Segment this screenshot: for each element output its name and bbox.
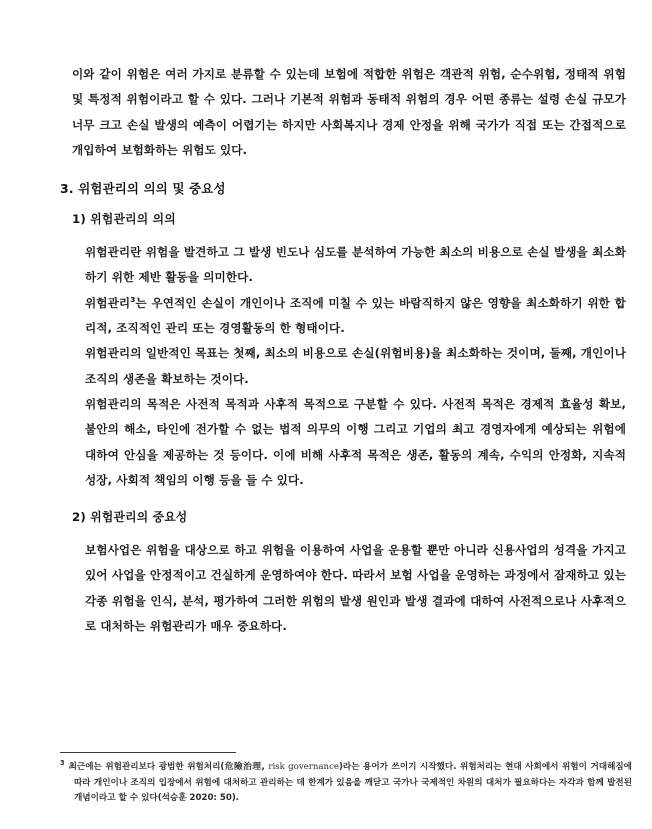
sub1-paragraph-1: 위험관리란 위험을 발견하고 그 발생 빈도나 심도를 분석하여 가능한 최소의 비용으로 손실 발생을 최소화하기 위한 제반 활동을 의미한다. xyxy=(85,245,626,285)
footnote-hanja-term: 危險治理 xyxy=(224,762,262,772)
footnote-text-part1: 최근에는 위험관리보다 광범한 위험처리( xyxy=(68,762,225,772)
subsection-heading-1: 1) 위험관리의 의의 xyxy=(72,212,176,227)
footnote-separator: , xyxy=(261,762,269,772)
sub1-paragraph-2-rest: 는 우연적인 손실이 개인이나 조직에 미칠 수 있는 바람직하지 않은 영향을 최소화하기 위한 합리적, 조직적인 관리 또는 경영활동의 한 형태이다. xyxy=(85,295,626,336)
footnote-reference-3[interactable]: 3 xyxy=(130,294,136,304)
page-content xyxy=(60,62,626,639)
spacer xyxy=(60,493,626,507)
intro-paragraph: 이와 같이 위험은 여러 가지로 분류할 수 있는데 보험에 적합한 위험은 객관적 위험, 순수위험, 정태적 위험 및 특정적 위험이라고 할 수 있다. 그러나 기본적 위험과 동태적 위험의 경우 어떤 종류는 설령 손실 규모가 너무 크고 손실 발생의 예측이 어렵기는 하지만 사회복지나 경제 안정을 위해 국가가 직접 또는 간접적으로 개입하여 보험화하는 위험도 있다. xyxy=(72,67,626,157)
sub2-paragraph-1: 보험사업은 위험을 대상으로 하고 위험을 이용하여 사업을 운용할 뿐만 아니라 신용사업의 성격을 가지고 있어 사업을 안정적이고 건실하게 운영하여야 한다. 따라서 보험 사업을 운영하는 과정에서 잠재하고 있는 각종 위험을 인식, 분석, 평가하여 그러한 위험의 발생 원인과 발생 결과에 대하여 사전적으로나 사후적으로 대처하는 위험관리가 매우 중요하다. xyxy=(85,543,626,634)
spacer xyxy=(60,229,626,240)
footnote-anchor-text: 위험관리 xyxy=(85,295,131,310)
footnote-number: 3 xyxy=(60,759,65,768)
spacer xyxy=(60,527,626,538)
sub1-paragraph-4: 위험관리의 목적은 사전적 목적과 사후적 목적으로 구분할 수 있다. 사전적 목적은 경제적 효율성 확보, 불안의 해소, 타인에 전가할 수 없는 법적 의무의 이행 그리고 기업의 최고 경영자에게 예상되는 위험에 대하여 안심을 제공하는 것 등이다. 이에 비해 사후적 목적은 생존, 활동의 계속, 수익의 안정화, 지속적 성장, 사회적 책임의 이행 등을 들 수 있다. xyxy=(85,396,626,487)
spacer xyxy=(60,199,626,209)
footnote-latin-term: risk governance xyxy=(268,762,339,772)
footnote-separator-rule xyxy=(60,752,236,753)
footnote-item-3 xyxy=(60,760,632,807)
sub1-paragraph-3: 위험관리의 일반적인 목표는 첫째, 최소의 비용으로 손실(위험비용)을 최소화하는 것이며, 둘째, 개인이나 조직의 생존을 확보하는 것이다. xyxy=(85,346,626,386)
section-heading: 3. 위험관리의 의의 및 중요성 xyxy=(60,181,226,197)
footnote-text-part2: )라는 용어가 쓰이기 시작했다. 위험처리는 현대 사회에서 위험이 거대해짐에 따라 개인이나 조직의 입장에서 위험에 대처하고 관리하는 데 한계가 있음을 깨닫고 국가나 국제적인 차원의 대처가 필요하다는 자각과 함께 발전된 개념이라고 할 수 있다(석승훈 2020: 50). xyxy=(74,762,632,804)
footnote-area xyxy=(60,752,632,807)
spacer xyxy=(60,163,626,179)
sub1-paragraph-2 xyxy=(85,291,626,342)
subsection-heading-2: 2) 위험관리의 중요성 xyxy=(72,510,188,525)
